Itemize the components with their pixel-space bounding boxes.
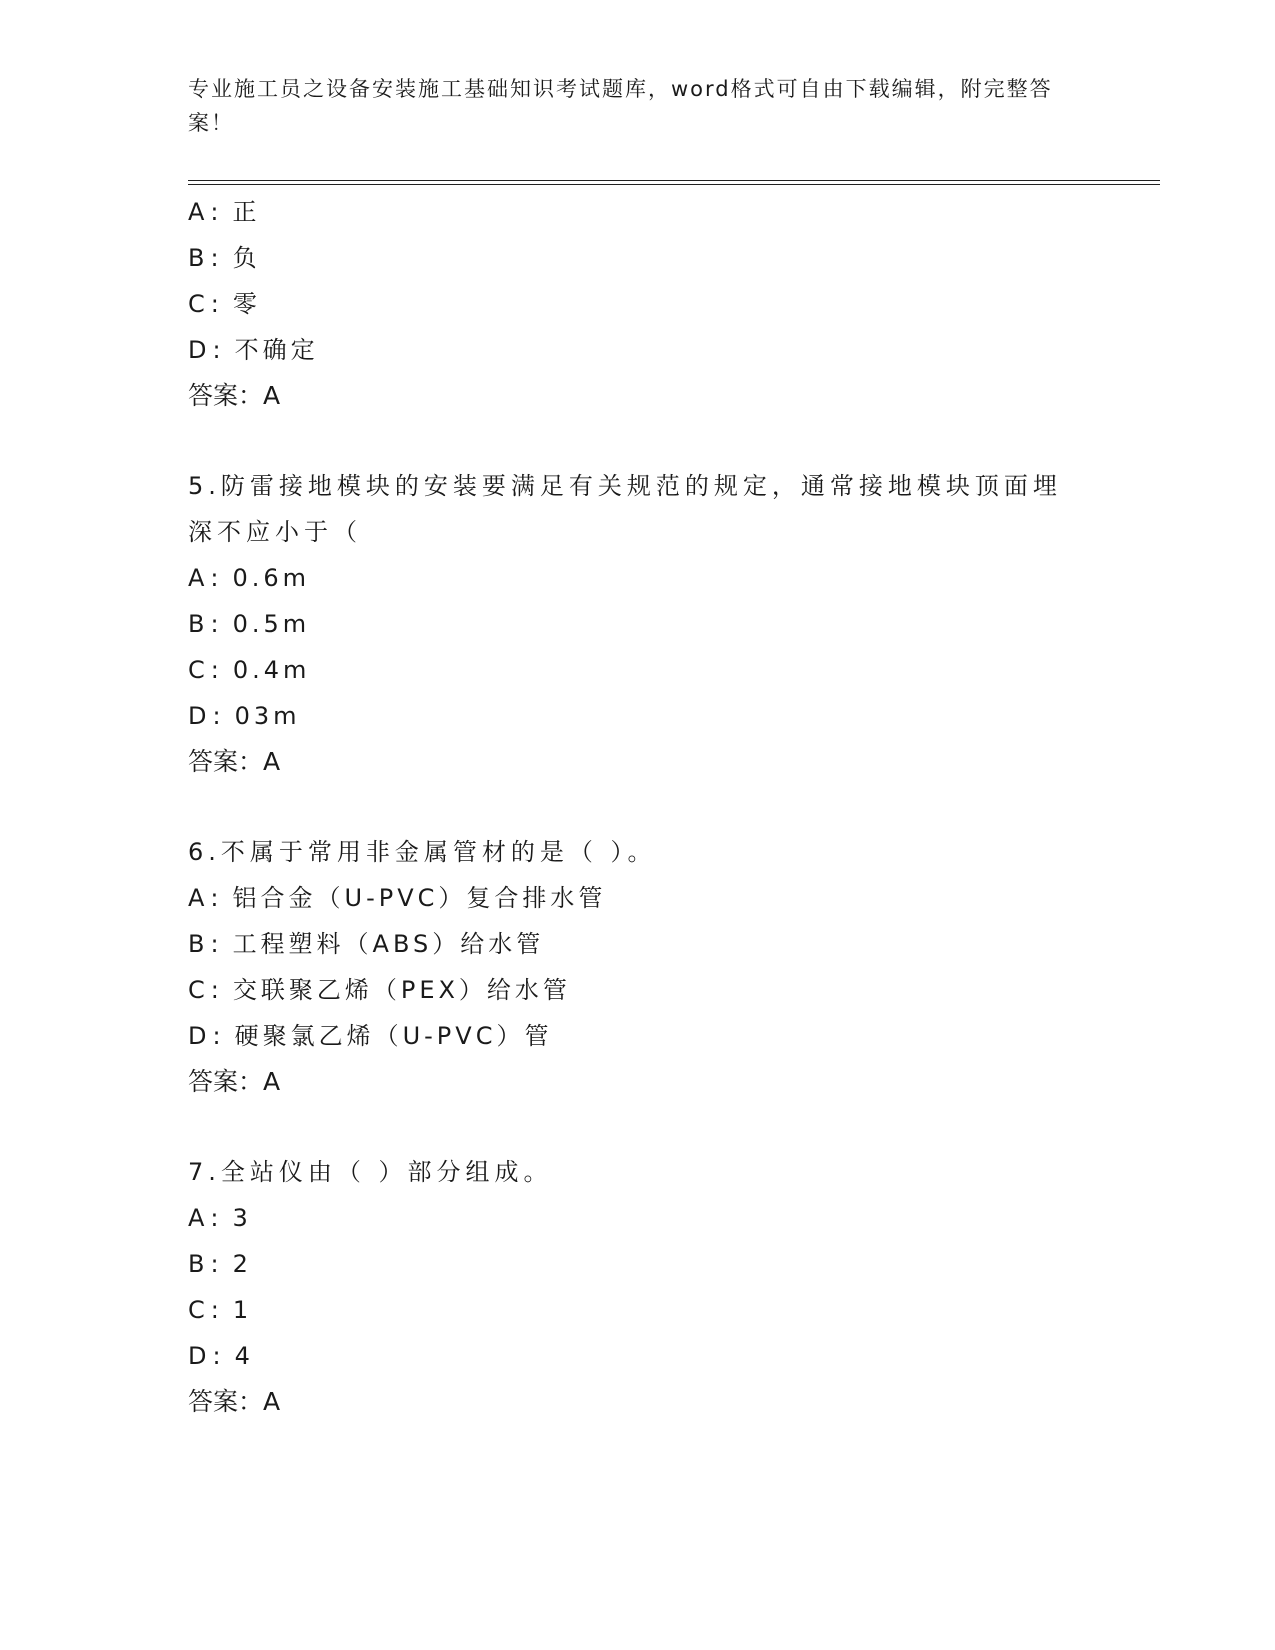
option-text: 硬聚氯乙烯（U-PVC）管: [234, 1022, 553, 1050]
option-b: B : 负: [188, 244, 261, 272]
answer-line: [188, 373, 1068, 419]
option-b: B : 2: [188, 1250, 252, 1278]
option-b: B : 0.5m: [188, 610, 311, 638]
option-d: D : 03m: [188, 702, 301, 730]
option-a: A : 正: [188, 198, 261, 226]
option-text: 0.6m: [232, 564, 311, 592]
question-stem: 6.不属于常用非金属管材的是（ ）。: [188, 838, 657, 866]
option-d: D : 硬聚氯乙烯（U-PVC）管: [188, 1022, 553, 1050]
header-divider-top: [188, 180, 1160, 181]
answer-value: A: [263, 1067, 282, 1096]
option-text: 1: [232, 1296, 253, 1324]
option-c: C : 交联聚乙烯（PEX）给水管: [188, 976, 571, 1004]
answer-label: 答案：: [188, 1067, 264, 1096]
option-d: D : 不确定: [188, 336, 319, 364]
option-c: C : 零: [188, 290, 261, 318]
answer-label: 答案：: [188, 747, 264, 776]
document-header: 专业施工员之设备安装施工基础知识考试题库，word格式可自由下载编辑，附完整答案！: [188, 77, 1053, 135]
option-text: 交联聚乙烯（PEX）给水管: [232, 976, 571, 1004]
option-a: A : 3: [188, 1204, 252, 1232]
option-text: 铝合金（U-PVC）复合排水管: [232, 884, 607, 912]
option-text: 4: [234, 1342, 254, 1370]
option-c: C : 1: [188, 1296, 253, 1324]
option-d: D : 4: [188, 1342, 254, 1370]
question-block: [188, 1149, 1068, 1425]
option-b: B : 工程塑料（ABS）给水管: [188, 930, 545, 958]
option-a: A : 铝合金（U-PVC）复合排水管: [188, 884, 607, 912]
option-text: 03m: [234, 702, 301, 730]
answer-value: A: [263, 1387, 282, 1416]
answer-line: [188, 1379, 1068, 1425]
answer-value: A: [263, 381, 282, 410]
option-text: 0.4m: [232, 656, 311, 684]
question-block: [188, 463, 1068, 785]
option-text: 零: [232, 290, 261, 318]
answer-line: [188, 739, 1068, 785]
option-text: 不确定: [234, 336, 319, 364]
option-text: 2: [232, 1250, 252, 1278]
answer-label: 答案：: [188, 381, 264, 410]
answer-line: [188, 1059, 1068, 1105]
option-text: 0.5m: [232, 610, 311, 638]
question-list: [188, 189, 1068, 1425]
option-c: C : 0.4m: [188, 656, 311, 684]
answer-label: 答案：: [188, 1387, 264, 1416]
question-stem: 7.全站仪由（ ）部分组成。: [188, 1158, 553, 1186]
question-block: [188, 189, 1068, 419]
option-text: 正: [232, 198, 261, 226]
header-divider-bottom: [188, 184, 1160, 185]
question-stem: 5.防雷接地模块的安装要满足有关规范的规定，通常接地模块顶面埋深不应小于（: [188, 472, 1062, 546]
question-block: [188, 829, 1068, 1105]
option-a: A : 0.6m: [188, 564, 311, 592]
option-text: 工程塑料（ABS）给水管: [232, 930, 545, 958]
option-text: 负: [232, 244, 261, 272]
answer-value: A: [263, 747, 282, 776]
option-text: 3: [232, 1204, 252, 1232]
